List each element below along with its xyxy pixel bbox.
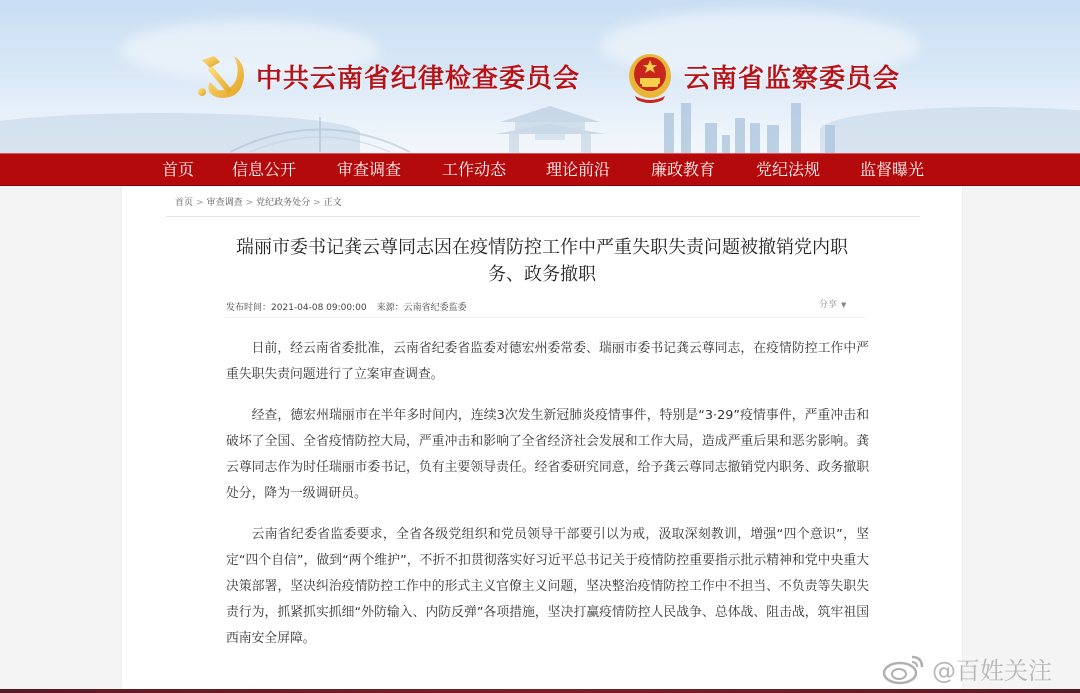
weibo-icon: [882, 651, 926, 685]
org-title-supervision: 云南省监察委员会: [684, 64, 901, 94]
article-panel: [122, 186, 962, 693]
published-date: 2021-04-08 09:00:00: [271, 303, 367, 313]
building-decoration: [735, 118, 745, 153]
breadcrumb-separator: >: [245, 198, 254, 208]
nav-item-theory[interactable]: 理论前沿: [546, 160, 611, 179]
bridge-illustration: [230, 112, 410, 153]
article-paragraph: 云南省纪委省监委要求，全省各级党组织和党员领导干部要引以为戒，汲取深刻教训，增强“四个意识”，坚定“四个自信”，做到“两个维护”，不折不扣贯彻落实好习近平总书记关于疫情防控重要指示批示精神和党中央重大决策部署，坚决纠治疫情防控工作中的形式主义官僚主义问题，坚决整治疫情防控工作中不担当、不负责等失职失责行为，抓紧抓实抓细“外防输入、内防反弹”各项措施，坚决打赢疫情防控人民战争、总体战、阻击战，筑牢祖国西南安全屏障。: [226, 527, 869, 646]
breadcrumb-investigation[interactable]: 审查调查: [206, 198, 243, 208]
breadcrumb-home[interactable]: 首页: [175, 198, 194, 208]
share-label: 分享: [819, 300, 838, 310]
footer-strip: [0, 689, 1080, 693]
nav-item-info-disclosure[interactable]: 信息公开: [232, 160, 297, 179]
divider: [166, 216, 920, 217]
breadcrumb-separator: >: [313, 198, 321, 208]
building-decoration: [791, 103, 801, 153]
nav-item-home[interactable]: 首页: [162, 160, 195, 179]
main-nav: [0, 153, 1080, 186]
building-decoration: [750, 123, 760, 153]
breadcrumb-discipline-sanctions[interactable]: 党纪政务处分: [256, 198, 311, 208]
divider: [226, 317, 866, 318]
breadcrumb-current: 正文: [323, 198, 342, 208]
nav-item-work-news[interactable]: 工作动态: [442, 160, 507, 179]
building-decoration: [722, 135, 730, 153]
source-value: 云南省纪委监委: [403, 303, 467, 313]
party-emblem-icon: [196, 52, 248, 102]
header-banner: [0, 0, 1080, 153]
org-title-discipline: 中共云南省纪律检查委员会: [256, 64, 581, 94]
article-paragraph: 经查，德宏州瑞丽市在半年多时间内，连续3次发生新冠肺炎疫情事件，特别是“3·29”疫情事件，严重冲击和破坏了全国、全省疫情防控大局，严重冲击和影响了全省经济社会发展和工作大局，造成严重后果和恶劣影响。龚云尊同志作为时任瑞丽市委书记，负有主要领导责任。经省委研究同意，给予龚云尊同志撤销党内职务、政务撤职处分，降为一级调研员。: [226, 408, 869, 501]
article-paragraph: 日前，经云南省委批准，云南省纪委省监委对德宏州委常委、瑞丽市委书记龚云尊同志，在疫情防控工作中严重失职失责问题进行了立案审查调查。: [226, 341, 869, 382]
nav-item-regulations[interactable]: 党纪法规: [756, 160, 821, 179]
building-decoration: [681, 103, 691, 153]
watermark-text: @百姓关注: [932, 656, 1052, 685]
article-title: 瑞丽市委书记龚云尊同志因在疫情防控工作中严重失职失责问题被撤销党内职务、政务撤职: [236, 237, 848, 285]
breadcrumb-separator: >: [196, 198, 204, 208]
building-decoration: [767, 125, 779, 153]
source-label: 来源：: [376, 303, 404, 313]
gate-illustration: [495, 100, 605, 153]
nav-item-exposure[interactable]: 监督曝光: [860, 160, 925, 179]
breadcrumb: [175, 195, 342, 208]
building-decoration: [825, 125, 835, 153]
caret-down-icon: ▼: [841, 301, 847, 309]
article-meta: [226, 300, 467, 313]
building-decoration: [705, 123, 717, 153]
published-label: 发布时间：: [226, 303, 272, 313]
national-emblem-icon: [627, 52, 673, 104]
share-button[interactable]: [819, 297, 846, 310]
nav-item-integrity-education[interactable]: 廉政教育: [651, 160, 716, 179]
building-decoration: [664, 113, 674, 153]
nav-item-investigation[interactable]: 审查调查: [337, 160, 402, 179]
watermark: [882, 648, 1052, 688]
article-body: [226, 336, 869, 667]
mountain-decoration: [820, 107, 1080, 153]
